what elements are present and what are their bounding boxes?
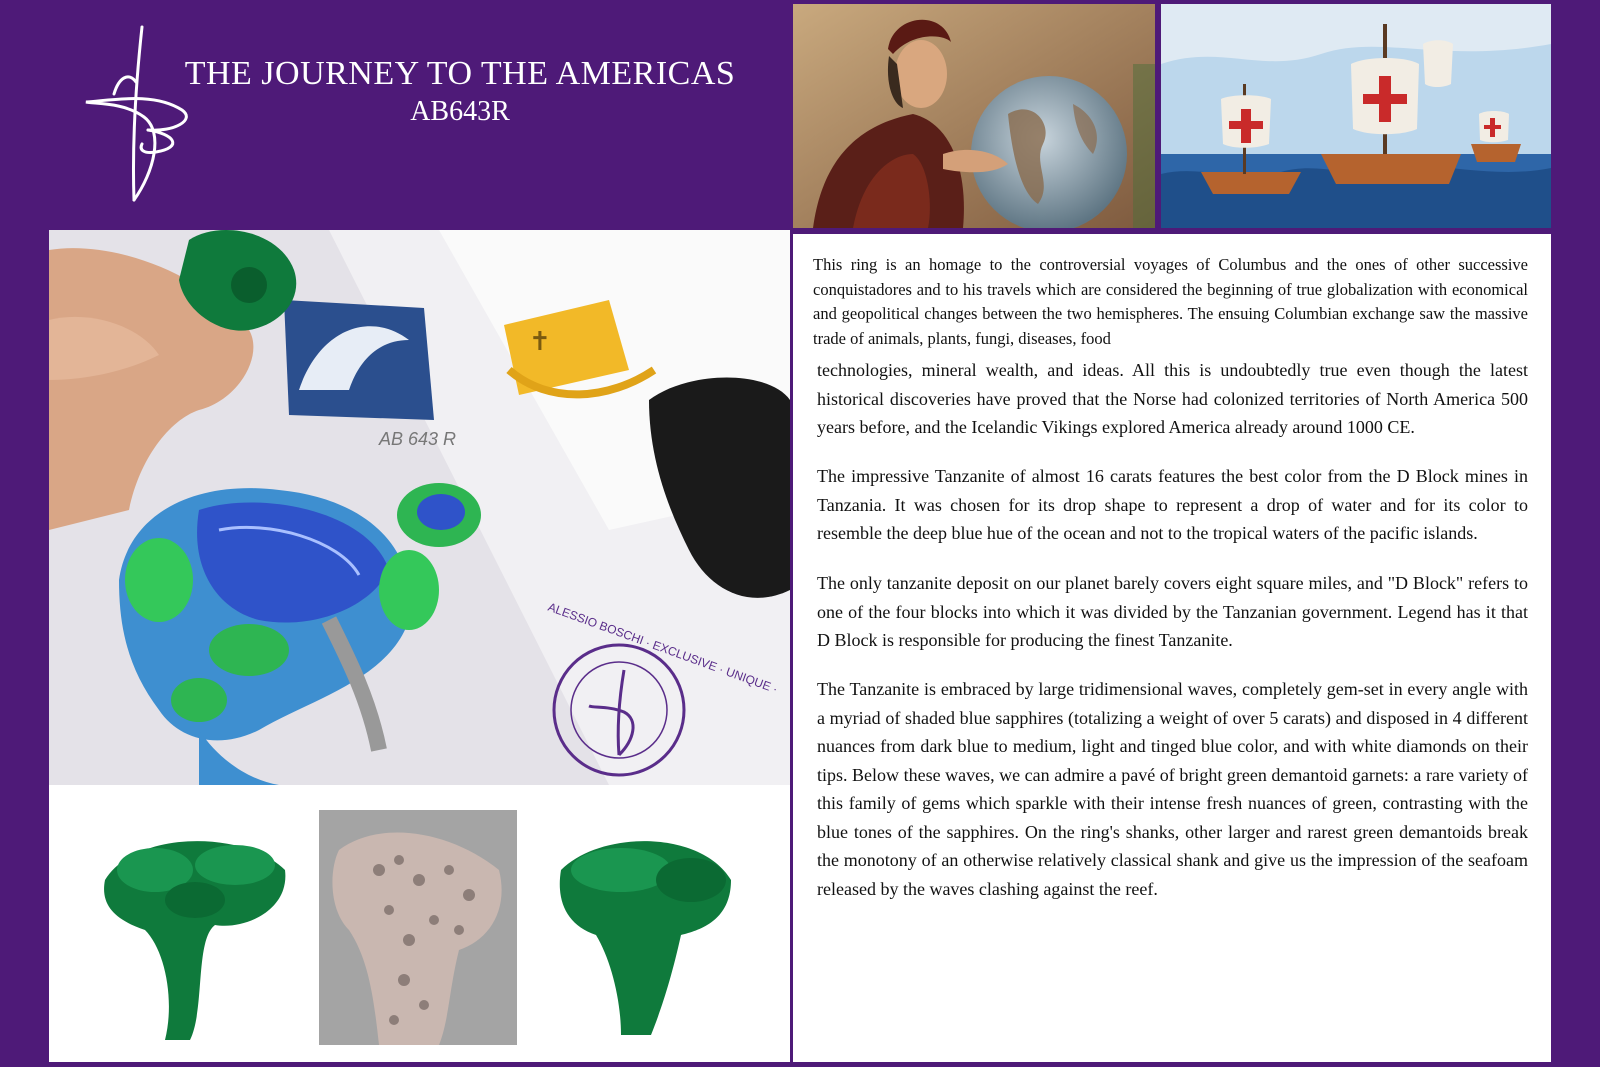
silver-ring-casting-image	[319, 810, 517, 1045]
cross-icon: ✝	[529, 327, 551, 356]
paragraph-history: technologies, mineral wealth, and ideas. All this is undoubtedly true even though the latest historical discoveries have proved that the Norse had colonized territories of North America 500 years before, and the Icelandic Vikings explored America already around 1000 CE.	[817, 360, 1528, 437]
product-code: AB643R	[410, 96, 510, 127]
green-wax-ring-side-image	[95, 810, 295, 1045]
paragraph-d-block: The only tanzanite deposit on our planet barely covers eight square miles, and "D Block" refers to one of the four blocks into which it was divided by the Tanzanian government. Legend has it that D Block is responsible for producing the finest Tanzanite.	[817, 573, 1528, 650]
caravel-ships-image	[1161, 4, 1551, 228]
ring-sketch-photo	[49, 230, 790, 785]
paragraph-intro: This ring is an homage to the controversial voyages of Columbus and the ones of other successive conquistadores and to his travels which are considered the beginning of true globalization with economical and geopolitical changes between the two hemispheres. The ensuing Columbian exchange saw the massive trade of animals, plants, fungi, diseases, food	[813, 255, 1528, 348]
paragraph-tanzanite: The impressive Tanzanite of almost 16 carats features the best color from the D Block mines in Tanzania. It was chosen for its drop shape to represent a drop of water and for its color to resemble the deep blue hue of the ocean and not to the tropical waters of the pacific islands.	[817, 466, 1528, 543]
page-title: THE JOURNEY TO THE AMERICAS	[184, 55, 736, 92]
columbus-portrait-image	[793, 4, 1155, 228]
paragraph-design: The Tanzanite is embraced by large tridimensional waves, completely gem-set in every angle with a myriad of shaded blue sapphires (totalizing a weight of over 5 carats) and disposed in 4 different nuances from dark blue to medium, light and tinged blue color, and with white diamonds on their tips. Below these waves, we can admire a pavé of bright green demantoid garnets: a rare variety of this family of gems which sparkle with their intense fresh nuances of green, contrasting with the blue tones of the sapphires. On the ring's shanks, other larger and rarest green demantoids break the monotony of an otherwise relatively classical shank and give us the impression of the seafoam released by the waves clashing against the reef.	[817, 679, 1528, 899]
stamp-text: ALESSIO BOSCHI · EXCLUSIVE · UNIQUE ·	[546, 599, 780, 697]
green-wax-ring-back-image	[541, 810, 741, 1045]
handwritten-code-label: AB 643 R	[379, 429, 457, 449]
